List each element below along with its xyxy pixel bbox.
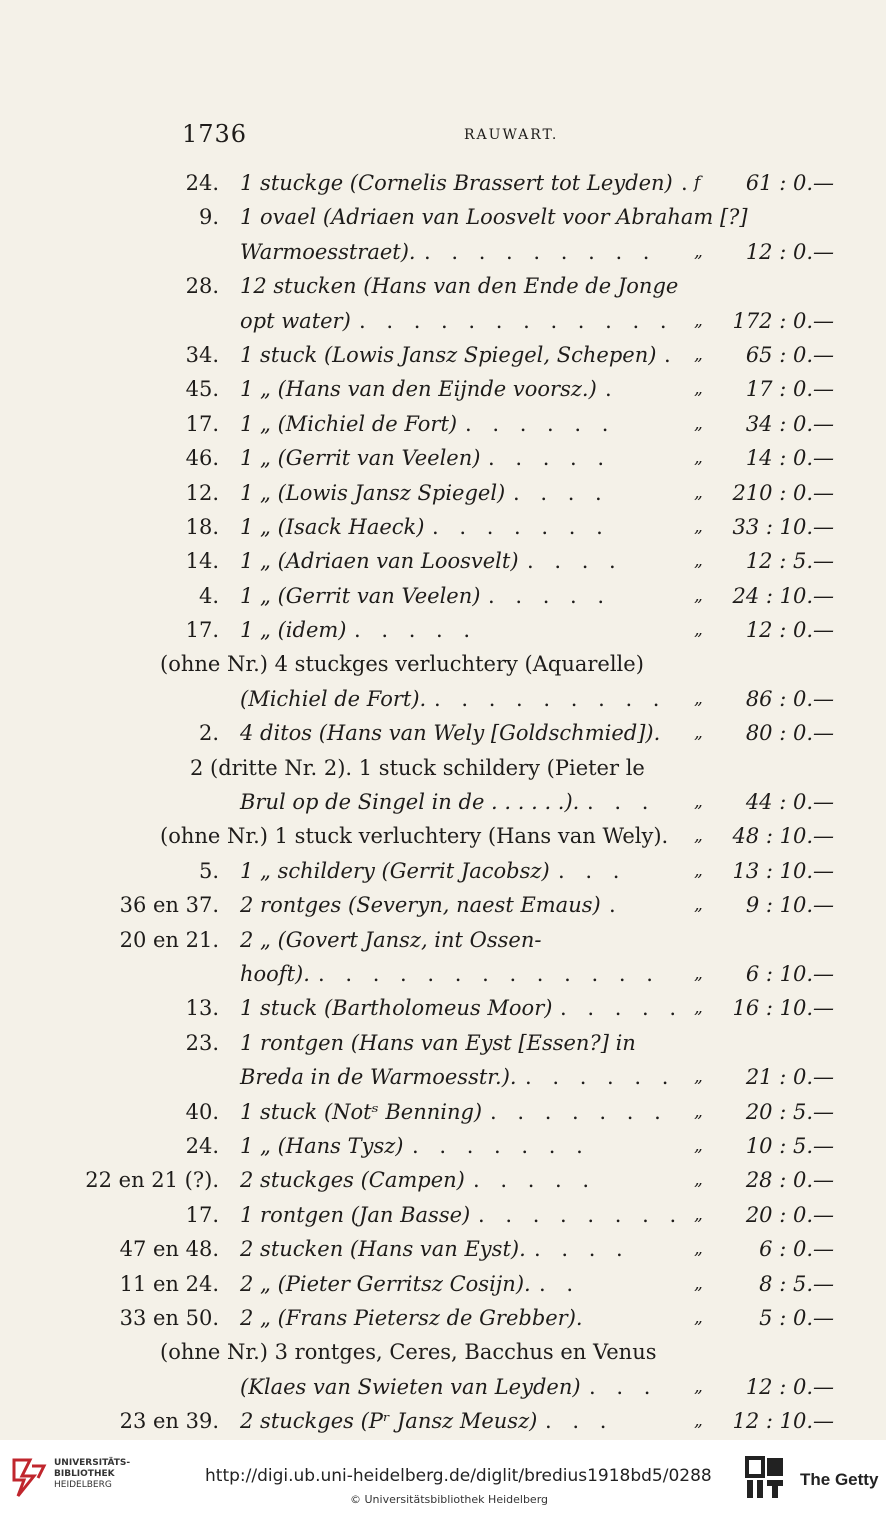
entry-line — [0, 579, 886, 613]
currency-mark: „ — [694, 895, 703, 916]
currency-mark: f — [694, 173, 701, 193]
entry-description: 1 „ (Gerrit van Veelen) — [240, 446, 481, 471]
entry-line — [0, 1163, 886, 1197]
library-name-line2: BIBLIOTHEK — [54, 1469, 115, 1479]
currency-mark: „ — [694, 792, 703, 813]
entry-description: 1 stuck (Bartholomeus Moor) — [240, 996, 553, 1021]
entry-number: 23. — [185, 1030, 219, 1055]
entry-description: (Klaes van Swieten van Leyden) — [240, 1374, 581, 1399]
page-number: 1736 — [182, 120, 248, 148]
leader-dots: . . . . . — [473, 1168, 597, 1193]
currency-mark: „ — [694, 963, 703, 984]
entry-amount: 65 : 0.— — [745, 342, 834, 367]
entry-line — [0, 1198, 886, 1232]
entry-number: 45. — [185, 377, 219, 402]
currency-mark: „ — [694, 860, 703, 881]
entry-number: 18. — [185, 514, 219, 539]
leader-dots: . . . . — [513, 480, 609, 505]
currency-mark: „ — [694, 1170, 703, 1191]
entry-description: (ohne Nr.) 1 stuck verluchtery (Hans van Wely). — [160, 824, 669, 849]
entry-description: 1 „ (idem) — [240, 618, 347, 643]
entry-description: (ohne Nr.) 4 stuckges verluchtery (Aquarelle) — [160, 652, 644, 677]
entry-line — [0, 785, 886, 819]
entry-description: 12 stucken (Hans van den Ende de Jonge — [240, 274, 679, 299]
entry-description: Brul op de Singel in de . . . . . .). — [240, 790, 580, 815]
entry-number: 13. — [185, 996, 219, 1021]
entry-line — [0, 1095, 886, 1129]
entry-number: 9. — [198, 205, 219, 230]
entry-line — [0, 407, 886, 441]
partner-name: The Getty — [800, 1470, 879, 1489]
entry-amount: 48 : 10.— — [732, 824, 834, 849]
entry-amount: 28 : 0.— — [745, 1168, 834, 1193]
entry-amount: 6 : 10.— — [745, 961, 834, 986]
entry-number: 14. — [185, 549, 219, 574]
entry-line — [0, 1060, 886, 1094]
entry-line — [0, 441, 886, 475]
currency-mark: „ — [694, 826, 703, 847]
leader-dots: . . . . . . — [525, 1065, 676, 1090]
entry-number: 12. — [185, 480, 219, 505]
entry-description: 2 „ (Govert Jansz, int Ossen- — [240, 927, 542, 952]
entry-description: opt water) — [240, 308, 351, 333]
entry-number: 46. — [185, 446, 219, 471]
entry-number: 17. — [185, 618, 219, 643]
entry-number: 17. — [185, 1202, 219, 1227]
entry-line — [0, 682, 886, 716]
entry-line — [0, 1267, 886, 1301]
entry-line — [0, 338, 886, 372]
entry-number: 34. — [185, 342, 219, 367]
entry-amount: 61 : 0.— — [745, 171, 834, 195]
entry-description: 1 „ (Gerrit van Veelen) — [240, 583, 481, 608]
entry-line — [0, 1301, 886, 1335]
entry-amount: 17 : 0.— — [745, 377, 834, 402]
entry-number: 24. — [185, 171, 219, 195]
entry-line — [0, 235, 886, 269]
entry-line — [0, 1232, 886, 1266]
entry-number: 23 en 39. — [119, 1409, 219, 1434]
permalink[interactable]: http://digi.ub.uni-heidelberg.de/diglit/bredius1918bd5/0288 — [205, 1466, 712, 1486]
entry-description: 2 stuckges (Campen) — [240, 1168, 465, 1193]
currency-mark: „ — [694, 413, 703, 434]
entry-amount: 86 : 0.— — [745, 686, 834, 711]
leader-dots: . . . . . . . . — [478, 1202, 684, 1227]
entry-line — [0, 923, 886, 957]
entry-description: 1 „ (Hans van den Eijnde voorsz.) — [240, 377, 597, 402]
entry-description: 4 ditos (Hans van Wely [Goldschmied]). — [240, 721, 661, 746]
entry-line — [0, 854, 886, 888]
leader-dots: . . . . . . . — [432, 514, 610, 539]
currency-mark: „ — [694, 1376, 703, 1397]
currency-mark: „ — [694, 585, 703, 606]
entry-description: 1 „ schildery (Gerrit Jacobsz) — [240, 858, 550, 883]
currency-mark: „ — [694, 310, 703, 331]
entry-line — [0, 957, 886, 991]
leader-dots: . — [609, 893, 623, 918]
leader-dots: . . . . . — [488, 446, 612, 471]
leader-dots: . . . — [558, 858, 627, 883]
leader-dots: . . . . . . . — [490, 1099, 668, 1124]
entry-amount: 6 : 0.— — [759, 1237, 834, 1262]
currency-mark: „ — [694, 241, 703, 262]
currency-mark: „ — [694, 1204, 703, 1225]
entry-amount: 8 : 5.— — [759, 1271, 834, 1296]
entry-description: 2 stucken (Hans van Eyst). — [240, 1237, 526, 1262]
entry-description: 1 stuck (Notˢ Benning) — [240, 1099, 483, 1124]
currency-mark: „ — [694, 998, 703, 1019]
entry-description: 1 „ (Adriaen van Loosvelt) — [240, 549, 519, 574]
entry-number: 36 en 37. — [119, 893, 219, 918]
entry-amount: 12 : 10.— — [732, 1409, 834, 1434]
leader-dots: . — [681, 171, 695, 195]
leader-dots: . . . . — [534, 1237, 630, 1262]
leader-dots: . . . . . — [488, 583, 612, 608]
entry-amount: 14 : 0.— — [745, 446, 834, 471]
currency-mark: „ — [694, 516, 703, 537]
leader-dots: . — [664, 342, 678, 367]
entry-number: 24. — [185, 1133, 219, 1158]
currency-mark: „ — [694, 379, 703, 400]
entry-line — [0, 819, 886, 853]
entry-amount: 12 : 0.— — [745, 1374, 834, 1399]
currency-mark: „ — [694, 1307, 703, 1328]
library-name — [54, 1458, 130, 1491]
entry-line — [0, 613, 886, 647]
entry-number: 2. — [198, 721, 219, 746]
entry-amount: 20 : 5.— — [745, 1099, 834, 1124]
entry-line — [0, 888, 886, 922]
currency-mark: „ — [694, 482, 703, 503]
currency-mark: „ — [694, 620, 703, 641]
entry-description: 1 stuck (Lowis Jansz Spiegel, Schepen) — [240, 342, 657, 367]
leader-dots: . — [605, 377, 619, 402]
entry-amount: 9 : 10.— — [745, 893, 834, 918]
entry-amount: 12 : 0.— — [745, 239, 834, 264]
entry-description: 1 „ (Michiel de Fort) — [240, 411, 458, 436]
leader-dots: . . . . . . — [465, 411, 616, 436]
entry-description: 2 „ (Frans Pietersz de Grebber). — [240, 1305, 583, 1330]
entry-amount: 5 : 0.— — [759, 1305, 834, 1330]
currency-mark: „ — [694, 688, 703, 709]
entry-description: hooft). — [240, 961, 310, 986]
entry-amount: 24 : 10.— — [732, 583, 834, 608]
entry-line — [0, 1370, 886, 1404]
entry-amount: 12 : 5.— — [745, 549, 834, 574]
entry-description: 2 stuckges (Pʳ Jansz Meusz) — [240, 1409, 538, 1434]
currency-mark: „ — [694, 1411, 703, 1432]
leader-dots: . . . . — [527, 549, 623, 574]
entry-amount: 34 : 0.— — [745, 411, 834, 436]
leader-dots: . . . . . . . . . — [434, 686, 667, 711]
entry-number: 28. — [185, 274, 219, 299]
leader-dots: . . . — [587, 790, 656, 815]
entry-description: 1 „ (Hans Tysz) — [240, 1133, 404, 1158]
entry-amount: 10 : 5.— — [745, 1133, 834, 1158]
leader-dots: . . . . . — [560, 996, 684, 1021]
leader-dots: . . . . . . . — [412, 1133, 590, 1158]
entry-amount: 33 : 10.— — [732, 514, 834, 539]
currency-mark: „ — [694, 344, 703, 365]
entry-number: 11 en 24. — [119, 1271, 219, 1296]
entry-description: Warmoesstraet). — [240, 239, 416, 264]
entry-description: (Michiel de Fort). — [240, 686, 427, 711]
entry-description: 2 rontges (Severyn, naest Emaus) — [240, 893, 601, 918]
leader-dots: . . . . . . . . . . . . — [359, 308, 674, 333]
currency-mark: „ — [694, 1239, 703, 1260]
entry-amount: 20 : 0.— — [745, 1202, 834, 1227]
entry-line — [0, 269, 886, 303]
leader-dots: . . . . . . . . . — [424, 239, 657, 264]
university-library-logo-icon — [10, 1456, 48, 1500]
entry-line — [0, 647, 886, 681]
entry-amount: 172 : 0.— — [732, 308, 834, 333]
leader-dots: . . . . . . . . . . . . . — [318, 961, 660, 986]
entry-line — [0, 304, 886, 338]
entry-number: 33 en 50. — [119, 1305, 219, 1330]
entry-number: 40. — [185, 1099, 219, 1124]
entry-amount: 210 : 0.— — [732, 480, 834, 505]
library-name-line1: UNIVERSITÄTS- — [54, 1458, 131, 1468]
entry-line — [0, 544, 886, 578]
library-name-line3: HEIDELBERG — [54, 1480, 112, 1490]
entry-line — [0, 476, 886, 510]
entry-description: 1 stuckge (Cornelis Brassert tot Leyden) — [240, 171, 673, 195]
running-title: RAUWART. — [464, 127, 559, 143]
entry-line — [0, 200, 886, 234]
entry-amount: 16 : 10.— — [732, 996, 834, 1021]
entry-line — [0, 991, 886, 1025]
entry-line — [0, 1335, 886, 1369]
entry-amount: 44 : 0.— — [745, 790, 834, 815]
leader-dots: . . . — [589, 1374, 658, 1399]
currency-mark: „ — [694, 1101, 703, 1122]
entry-description: 1 „ (Isack Haeck) — [240, 514, 425, 539]
entry-line — [0, 166, 886, 200]
currency-mark: „ — [694, 448, 703, 469]
leader-dots: . . — [539, 1271, 581, 1296]
entry-line — [0, 1026, 886, 1060]
entry-line — [0, 716, 886, 750]
entry-amount: 80 : 0.— — [745, 721, 834, 746]
currency-mark: „ — [694, 1135, 703, 1156]
entry-number: 47 en 48. — [119, 1237, 219, 1262]
entry-description: 2 „ (Pieter Gerritsz Cosijn). — [240, 1271, 531, 1296]
currency-mark: „ — [694, 1273, 703, 1294]
entry-number: 17. — [185, 411, 219, 436]
entry-line — [0, 1404, 886, 1438]
footer-bar — [0, 1440, 886, 1516]
leader-dots: . . . . . — [354, 618, 478, 643]
entry-description: (ohne Nr.) 3 rontges, Ceres, Bacchus en Venus — [160, 1340, 657, 1365]
currency-mark: „ — [694, 1067, 703, 1088]
entry-description: 1 ovael (Adriaen van Loosvelt voor Abraham [?] — [240, 205, 748, 230]
entry-amount: 21 : 0.— — [745, 1065, 834, 1090]
entry-number: 20 en 21. — [119, 927, 219, 952]
entry-number: 5. — [198, 858, 219, 883]
entry-amount: 12 : 0.— — [745, 618, 834, 643]
currency-mark: „ — [694, 723, 703, 744]
entry-number: 22 en 21 (?). — [85, 1168, 219, 1193]
entry-description: Breda in de Warmoesstr.). — [240, 1065, 517, 1090]
entry-amount: 13 : 10.— — [732, 858, 834, 883]
entry-description: 1 rontgen (Hans van Eyst [Essen?] in — [240, 1030, 636, 1055]
leader-dots: . . . — [545, 1409, 614, 1434]
entry-line — [0, 1129, 886, 1163]
entry-description: 1 rontgen (Jan Basse) — [240, 1202, 471, 1227]
entry-line — [0, 751, 886, 785]
getty-logo-icon — [745, 1456, 785, 1500]
copyright-notice: © Universitätsbibliothek Heidelberg — [350, 1493, 549, 1506]
entry-description: 2 (dritte Nr. 2). 1 stuck schildery (Pieter le — [190, 755, 645, 780]
entry-description: 1 „ (Lowis Jansz Spiegel) — [240, 480, 506, 505]
entry-number: 4. — [198, 583, 219, 608]
entry-line — [0, 372, 886, 406]
entry-line — [0, 510, 886, 544]
currency-mark: „ — [694, 551, 703, 572]
inventory-list — [0, 166, 886, 1473]
